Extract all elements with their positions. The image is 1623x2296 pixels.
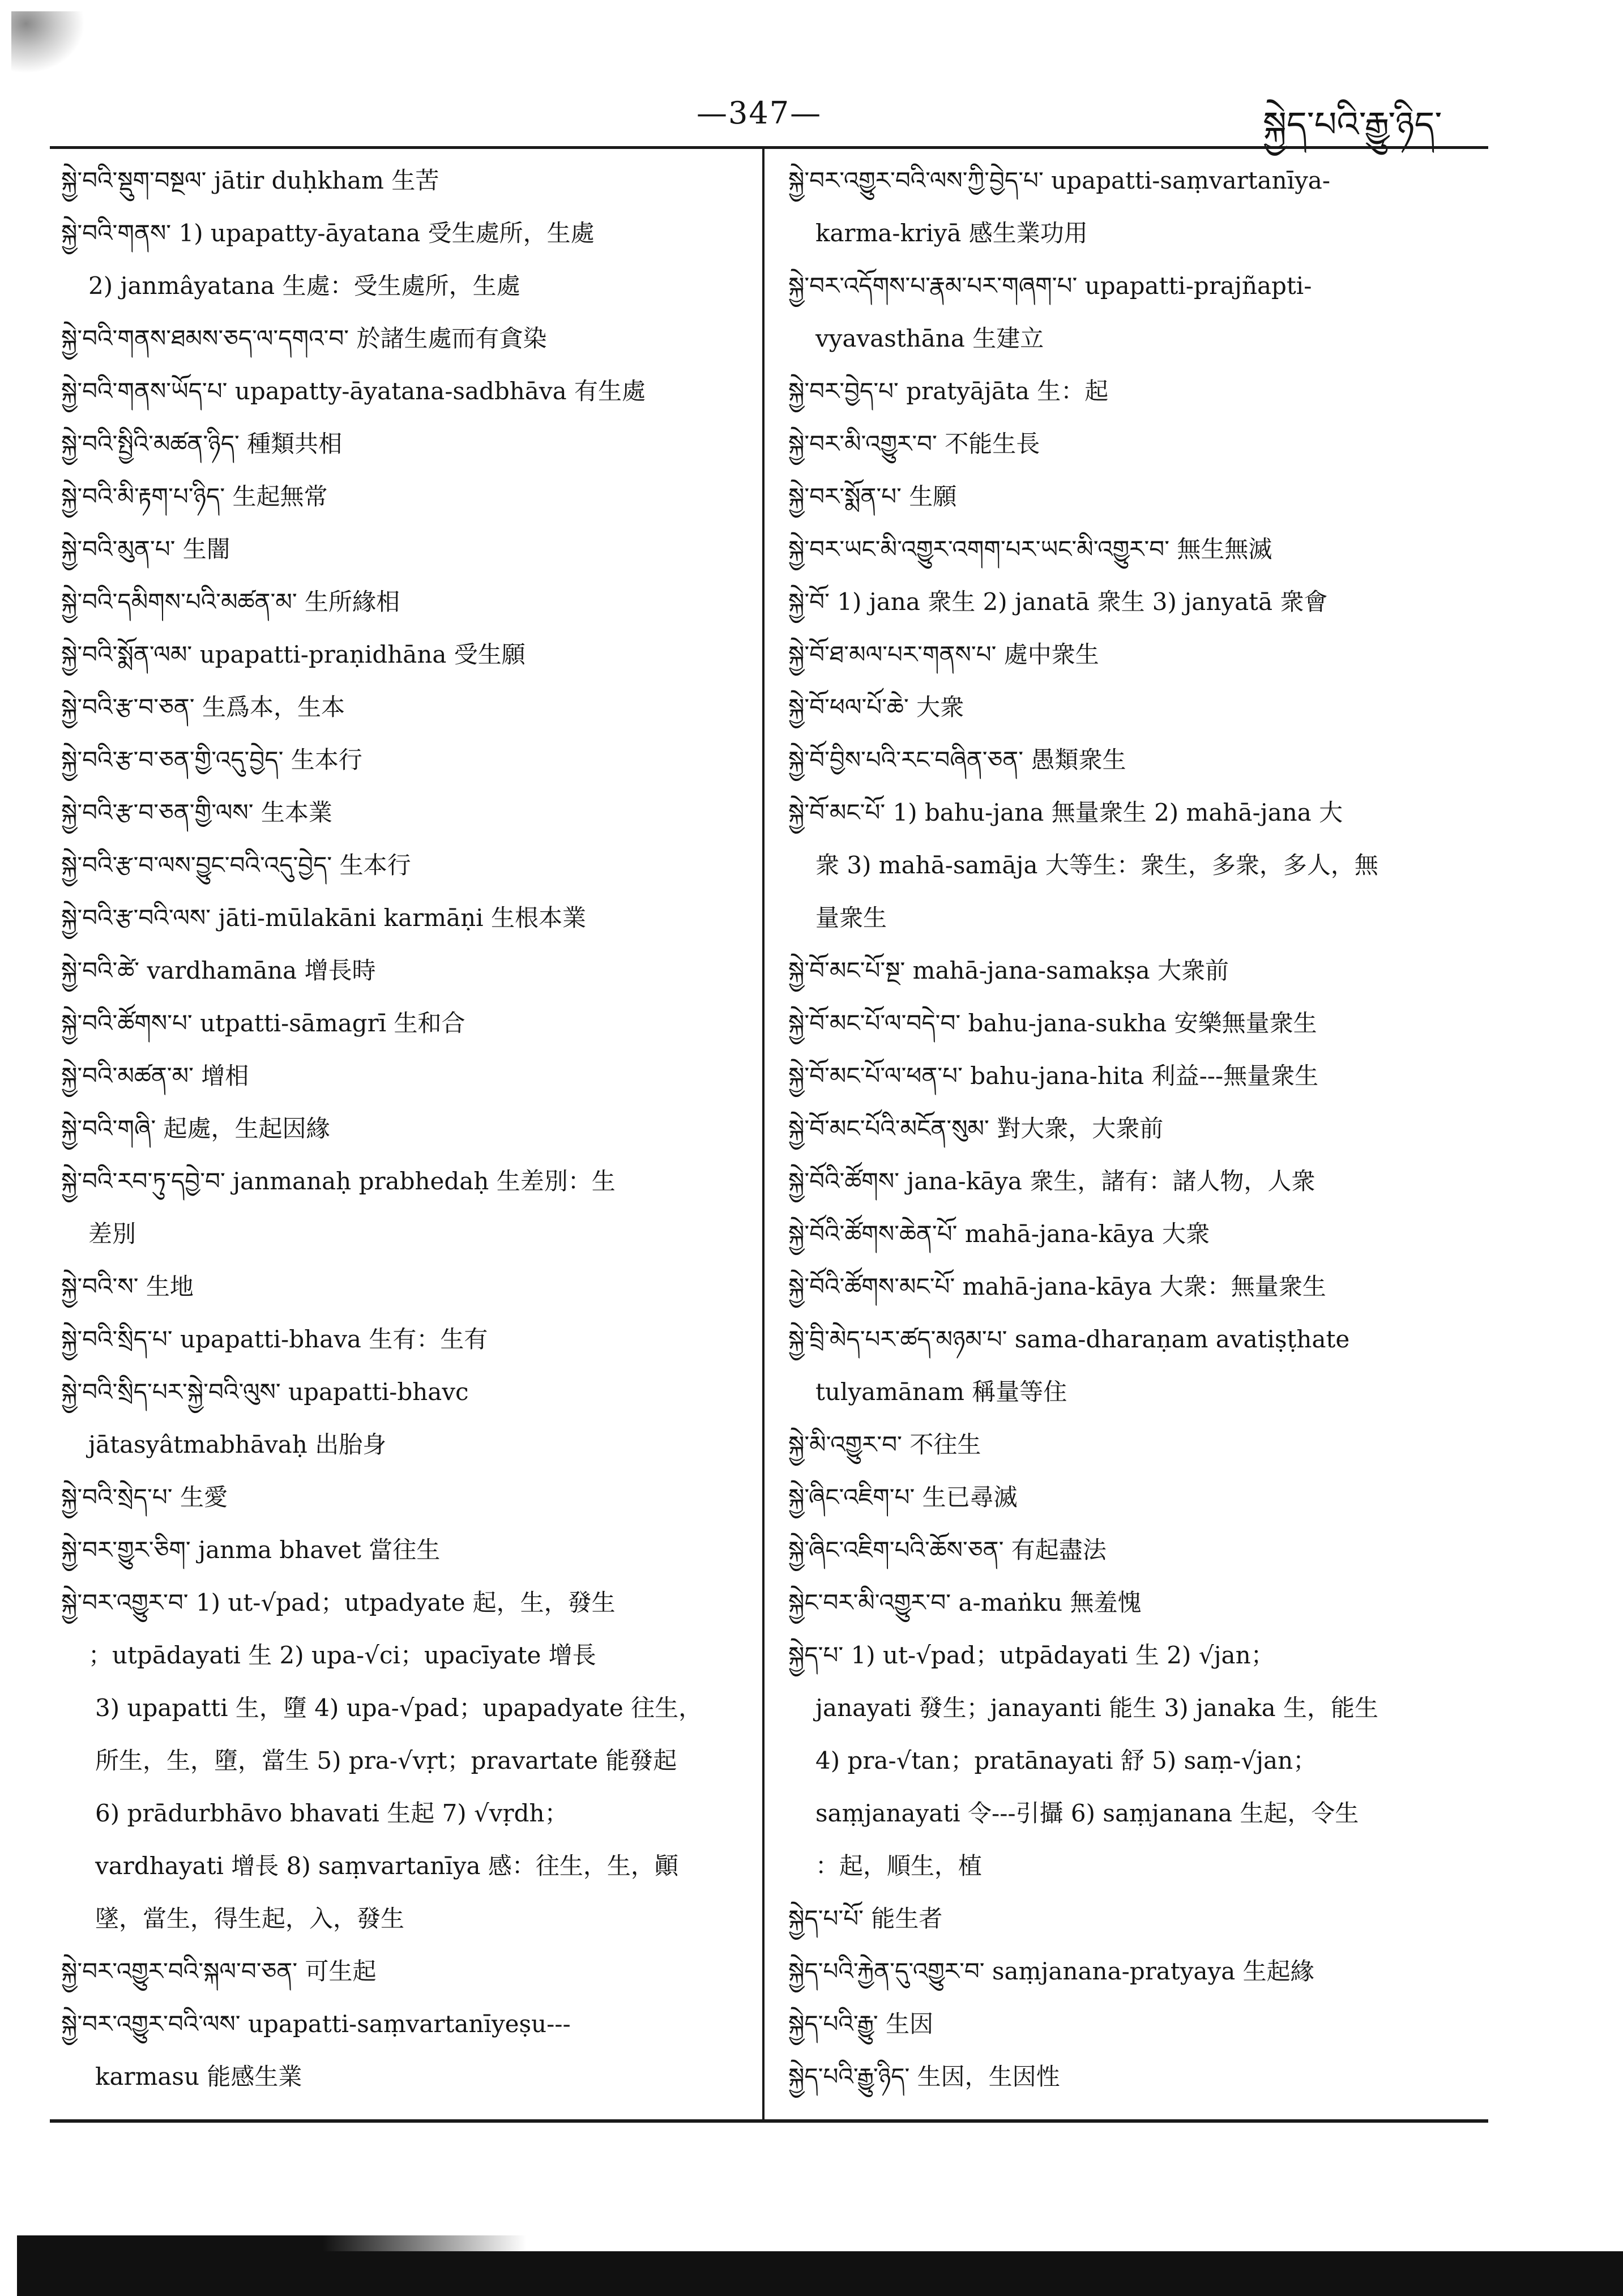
entry-continuation: ；utpādayati 生 2) upa-√ci；upacīyate 增長 <box>88 1641 596 1669</box>
entry-continuation: 3) upapatti 生，墮 4) upa-√pad；upapadyate 往生， <box>95 1694 703 1722</box>
entry-continuation: 所生，生，墮，當生 5) pra-√vṛt；pravartate 能發起 <box>95 1747 677 1774</box>
entry-line: སྐྱེ་བའི་སྨོན་ལམ་ upapatti-praṇidhāna 受生願 <box>61 641 526 668</box>
entry-line: སྐྱེ་བའི་མུན་པ་ 生闇 <box>61 535 230 563</box>
entry-line: སྐྱེ་བར་འགྱུར་བའི་ལས་ upapatti-saṃvartanīyeṣu--- <box>61 2010 571 2038</box>
entry-line: སྐྱེ་བའི་ས་ 生地 <box>61 1273 194 1300</box>
entry-line: སྐྱེ་བར་འདོགས་པ་རྣམ་པར་གཞག་པ་ upapatti-prajñapti- <box>788 272 1312 300</box>
entry-line: སྐྱེད་པའི་རྒྱུ་ཉིད་ 生因，生因性 <box>788 2063 1060 2090</box>
entry-line: སྐྱེ་བོ་མང་པོ་སྔ་ mahā-jana-samakṣa 大衆前 <box>788 957 1229 984</box>
entry-continuation: tulyamānam 稱量等住 <box>815 1378 1067 1406</box>
entry-line: སྐྱེ་བོ་ 1) jana 衆生 2) janatā 衆生 3) janyatā 衆會 <box>788 588 1328 616</box>
entry-line: སྐྱེ་བར་འགྱུར་བའི་སྐལ་བ་ཅན་ 可生起 <box>61 1957 377 1985</box>
entry-line: སྐྱེ་བའི་མཚན་མ་ 增相 <box>61 1062 249 1090</box>
entry-continuation: 差別 <box>88 1220 136 1248</box>
entry-continuation: vardhayati 增長 8) saṃvartanīya 感：往生，生，顚 <box>95 1852 678 1880</box>
entry-continuation: 衆 3) mahā-samāja 大等生：衆生，多衆，多人，無 <box>815 851 1378 879</box>
entry-line: སྐྱེ་བར་གྱུར་ཅིག་ janma bhavet 當往生 <box>61 1536 441 1564</box>
entry-line: སྐྱེ་བའི་གཞི་ 起處，生起因緣 <box>61 1115 330 1142</box>
entry-line: སྐྱེ་བའི་རྩ་བ་ལས་བྱུང་བའི་འདུ་བྱེད་ 生本行 <box>61 851 411 879</box>
entry-line: སྐྱེ་བའི་གནས་ཡོད་པ་ upapatty-āyatana-sadbhāva 有生處 <box>61 377 646 405</box>
entry-line: སྐྱེ་བའི་ཚོགས་པ་ utpatti-sāmagrī 生和合 <box>61 1009 465 1037</box>
entry-line: སྐྱེ་བའི་སྡུག་བསྔལ་ jātir duḥkham 生苦 <box>61 167 439 194</box>
entry-line: སྐྱེ་བར་མི་འགྱུར་བ་ 不能生長 <box>788 430 1040 458</box>
scan-smudge <box>11 11 85 74</box>
entry-line: སྐྱེ་བའི་དམིགས་པའི་མཚན་མ་ 生所緣相 <box>61 588 400 616</box>
entry-continuation: vyavasthāna 生建立 <box>815 325 1044 352</box>
scan-edge-band <box>17 2251 1623 2296</box>
entry-line: སྐྱེ་བའི་སྤྱིའི་མཚན་ཉིད་ 種類共相 <box>61 430 343 458</box>
entry-line: སྐྱེ་བའི་མི་རྟག་པ་ཉིད་ 生起無常 <box>61 483 328 510</box>
entry-line: སྐྱེ་བའི་རྩ་བ་ཅན་གྱི་ལས་ 生本業 <box>61 799 332 826</box>
entry-line: སྐྱེ་བར་འགྱུར་བ་ 1) ut-√pad；utpadyate 起，生，發生 <box>61 1589 616 1616</box>
entry-line: སྐྱེ་བོའི་ཚོགས་མང་པོ་ mahā-jana-kāya 大衆：無量衆生 <box>788 1273 1326 1300</box>
entry-line: སྐྱེང་བར་མི་འགྱུར་བ་ a-maṅku 無羞愧 <box>788 1589 1142 1616</box>
column-divider <box>762 146 764 2123</box>
entry-line: སྐྱེ་བའི་སྲེད་པ་ 生愛 <box>61 1483 228 1511</box>
entry-continuation: 墜，當生，得生起，入，發生 <box>95 1905 405 1932</box>
entry-line: སྐྱེ་བར་སྨོན་པ་ 生願 <box>788 483 957 510</box>
entry-line: སྐྱེ་བར་འགྱུར་བའི་ལས་ཀྱི་བྱེད་པ་ upapatti-saṃvartanīya- <box>788 167 1331 194</box>
entry-line: སྐྱེ་ཞིང་འཇིག་པ་ 生已尋滅 <box>788 1483 1018 1511</box>
entry-continuation: saṃjanayati 令---引攝 6) saṃjanana 生起，令生 <box>815 1799 1359 1827</box>
entry-continuation: karmasu 能感生業 <box>95 2063 302 2090</box>
entry-continuation: karma-kriyā 感生業功用 <box>815 219 1088 247</box>
entry-line: སྐྱེ་བའི་སྲིད་པར་སྐྱེ་བའི་ལུས་ upapatti-bhavc <box>61 1378 469 1406</box>
right-column <box>788 154 1485 2103</box>
entry-line: སྐྱེ་བའི་ཚེ་ vardhamāna 增長時 <box>61 957 376 984</box>
entry-continuation: 量衆生 <box>815 904 887 932</box>
entry-line: སྐྱེད་པའི་རྒྱུ་ 生因 <box>788 2010 934 2038</box>
running-head: སྐྱེད་པའི་རྒྱུ་ཉིད་ <box>1263 104 1442 145</box>
entry-continuation: 4) pra-√tan；pratānayati 舒 5) saṃ-√jan； <box>815 1747 1317 1774</box>
entry-line: སྐྱེ་བོ་ཐ་མལ་པར་གནས་པ་ 處中衆生 <box>788 641 1099 668</box>
footer-rule <box>50 2119 1488 2123</box>
entry-continuation: 2) janmâyatana 生處：受生處所，生處 <box>88 272 520 300</box>
entry-line: སྐྱེད་པ་ 1) ut-√pad；utpādayati 生 2) √jan； <box>788 1641 1275 1669</box>
entry-line: སྐྱེ་བའི་རྩ་བ་ཅན་ 生爲本，生本 <box>61 693 345 721</box>
entry-line: སྐྱེ་བོའི་ཚོགས་ཆེན་པོ་ mahā-jana-kāya 大衆 <box>788 1220 1210 1248</box>
entry-line: སྐྱེ་བའི་སྲིད་པ་ upapatti-bhava 生有：生有 <box>61 1325 488 1353</box>
entry-line: སྐྱེ་ཞིང་འཇིག་པའི་ཆོས་ཅན་ 有起盡法 <box>788 1536 1107 1564</box>
entry-line: སྐྱེ་བའི་གནས་ 1) upapatty-āyatana 受生處所，生處 <box>61 219 595 247</box>
entry-line: སྐྱེ་བོ་མང་པོ་ལ་ཕན་པ་ bahu-jana-hita 利益---無量衆生 <box>788 1062 1319 1090</box>
entry-line: སྐྱེ་བོ་ཕལ་པོ་ཆེ་ 大衆 <box>788 693 964 721</box>
entry-line: སྐྱེད་པ་པོ་ 能生者 <box>788 1905 943 1932</box>
entry-line: སྐྱེ་བོ་མང་པོའི་མངོན་སུམ་ 對大衆，大衆前 <box>788 1115 1164 1142</box>
entry-line: སྐྱེ་བའི་རབ་ཏུ་དབྱེ་བ་ janmanaḥ prabhedaḥ 生差別：生 <box>61 1167 616 1195</box>
left-column <box>61 154 755 2103</box>
entry-line: སྐྱེ་བྲི་མེད་པར་ཚད་མཉམ་པ་ sama-dharaṇam avatiṣṭhate <box>788 1325 1350 1353</box>
entry-line: སྐྱེ་བའི་རྩ་བའི་ལས་ jāti-mūlakāni karmāṇi 生根本業 <box>61 904 586 932</box>
entry-line: སྐྱེ་བའི་གནས་ཐམས་ཅད་ལ་དགའ་བ་ 於諸生處而有貪染 <box>61 325 547 352</box>
entry-line: སྐྱེ་བར་ཡང་མི་འགྱུར་འགག་པར་ཡང་མི་འགྱུར་བ་ 無生無滅 <box>788 535 1272 563</box>
entry-line: སྐྱེ་བོའི་ཚོགས་ jana-kāya 衆生，諸有：諸人物，人衆 <box>788 1167 1316 1195</box>
entry-line: སྐྱེ་མི་འགྱུར་བ་ 不往生 <box>788 1431 981 1458</box>
entry-line: སྐྱེ་བོ་མང་པོ་ལ་བདེ་བ་ bahu-jana-sukha 安樂無量衆生 <box>788 1009 1317 1037</box>
entry-line: སྐྱེ་བོ་བྱིས་པའི་རང་བཞིན་ཅན་ 愚類衆生 <box>788 746 1126 774</box>
page-number: —347— <box>697 95 822 131</box>
entry-continuation: jātasyâtmabhāvaḥ 出胎身 <box>88 1431 387 1458</box>
entry-line: སྐྱེད་པའི་རྐྱེན་དུ་འགྱུར་བ་ saṃjanana-pratyaya 生起緣 <box>788 1957 1314 1985</box>
entry-continuation: janayati 發生；janayanti 能生 3) janaka 生，能生 <box>815 1694 1379 1722</box>
entry-continuation: ：起，順生，植 <box>815 1852 983 1880</box>
header-rule <box>50 146 1488 149</box>
entry-continuation: 6) prādurbhāvo bhavati 生起 7) √vṛdh； <box>95 1799 569 1827</box>
entry-line: སྐྱེ་བར་བྱེད་པ་ pratyājāta 生：起 <box>788 377 1109 405</box>
entry-line: སྐྱེ་བའི་རྩ་བ་ཅན་གྱི་འདུ་བྱེད་ 生本行 <box>61 746 362 774</box>
entry-line: སྐྱེ་བོ་མང་པོ་ 1) bahu-jana 無量衆生 2) mahā-jana 大 <box>788 799 1343 826</box>
